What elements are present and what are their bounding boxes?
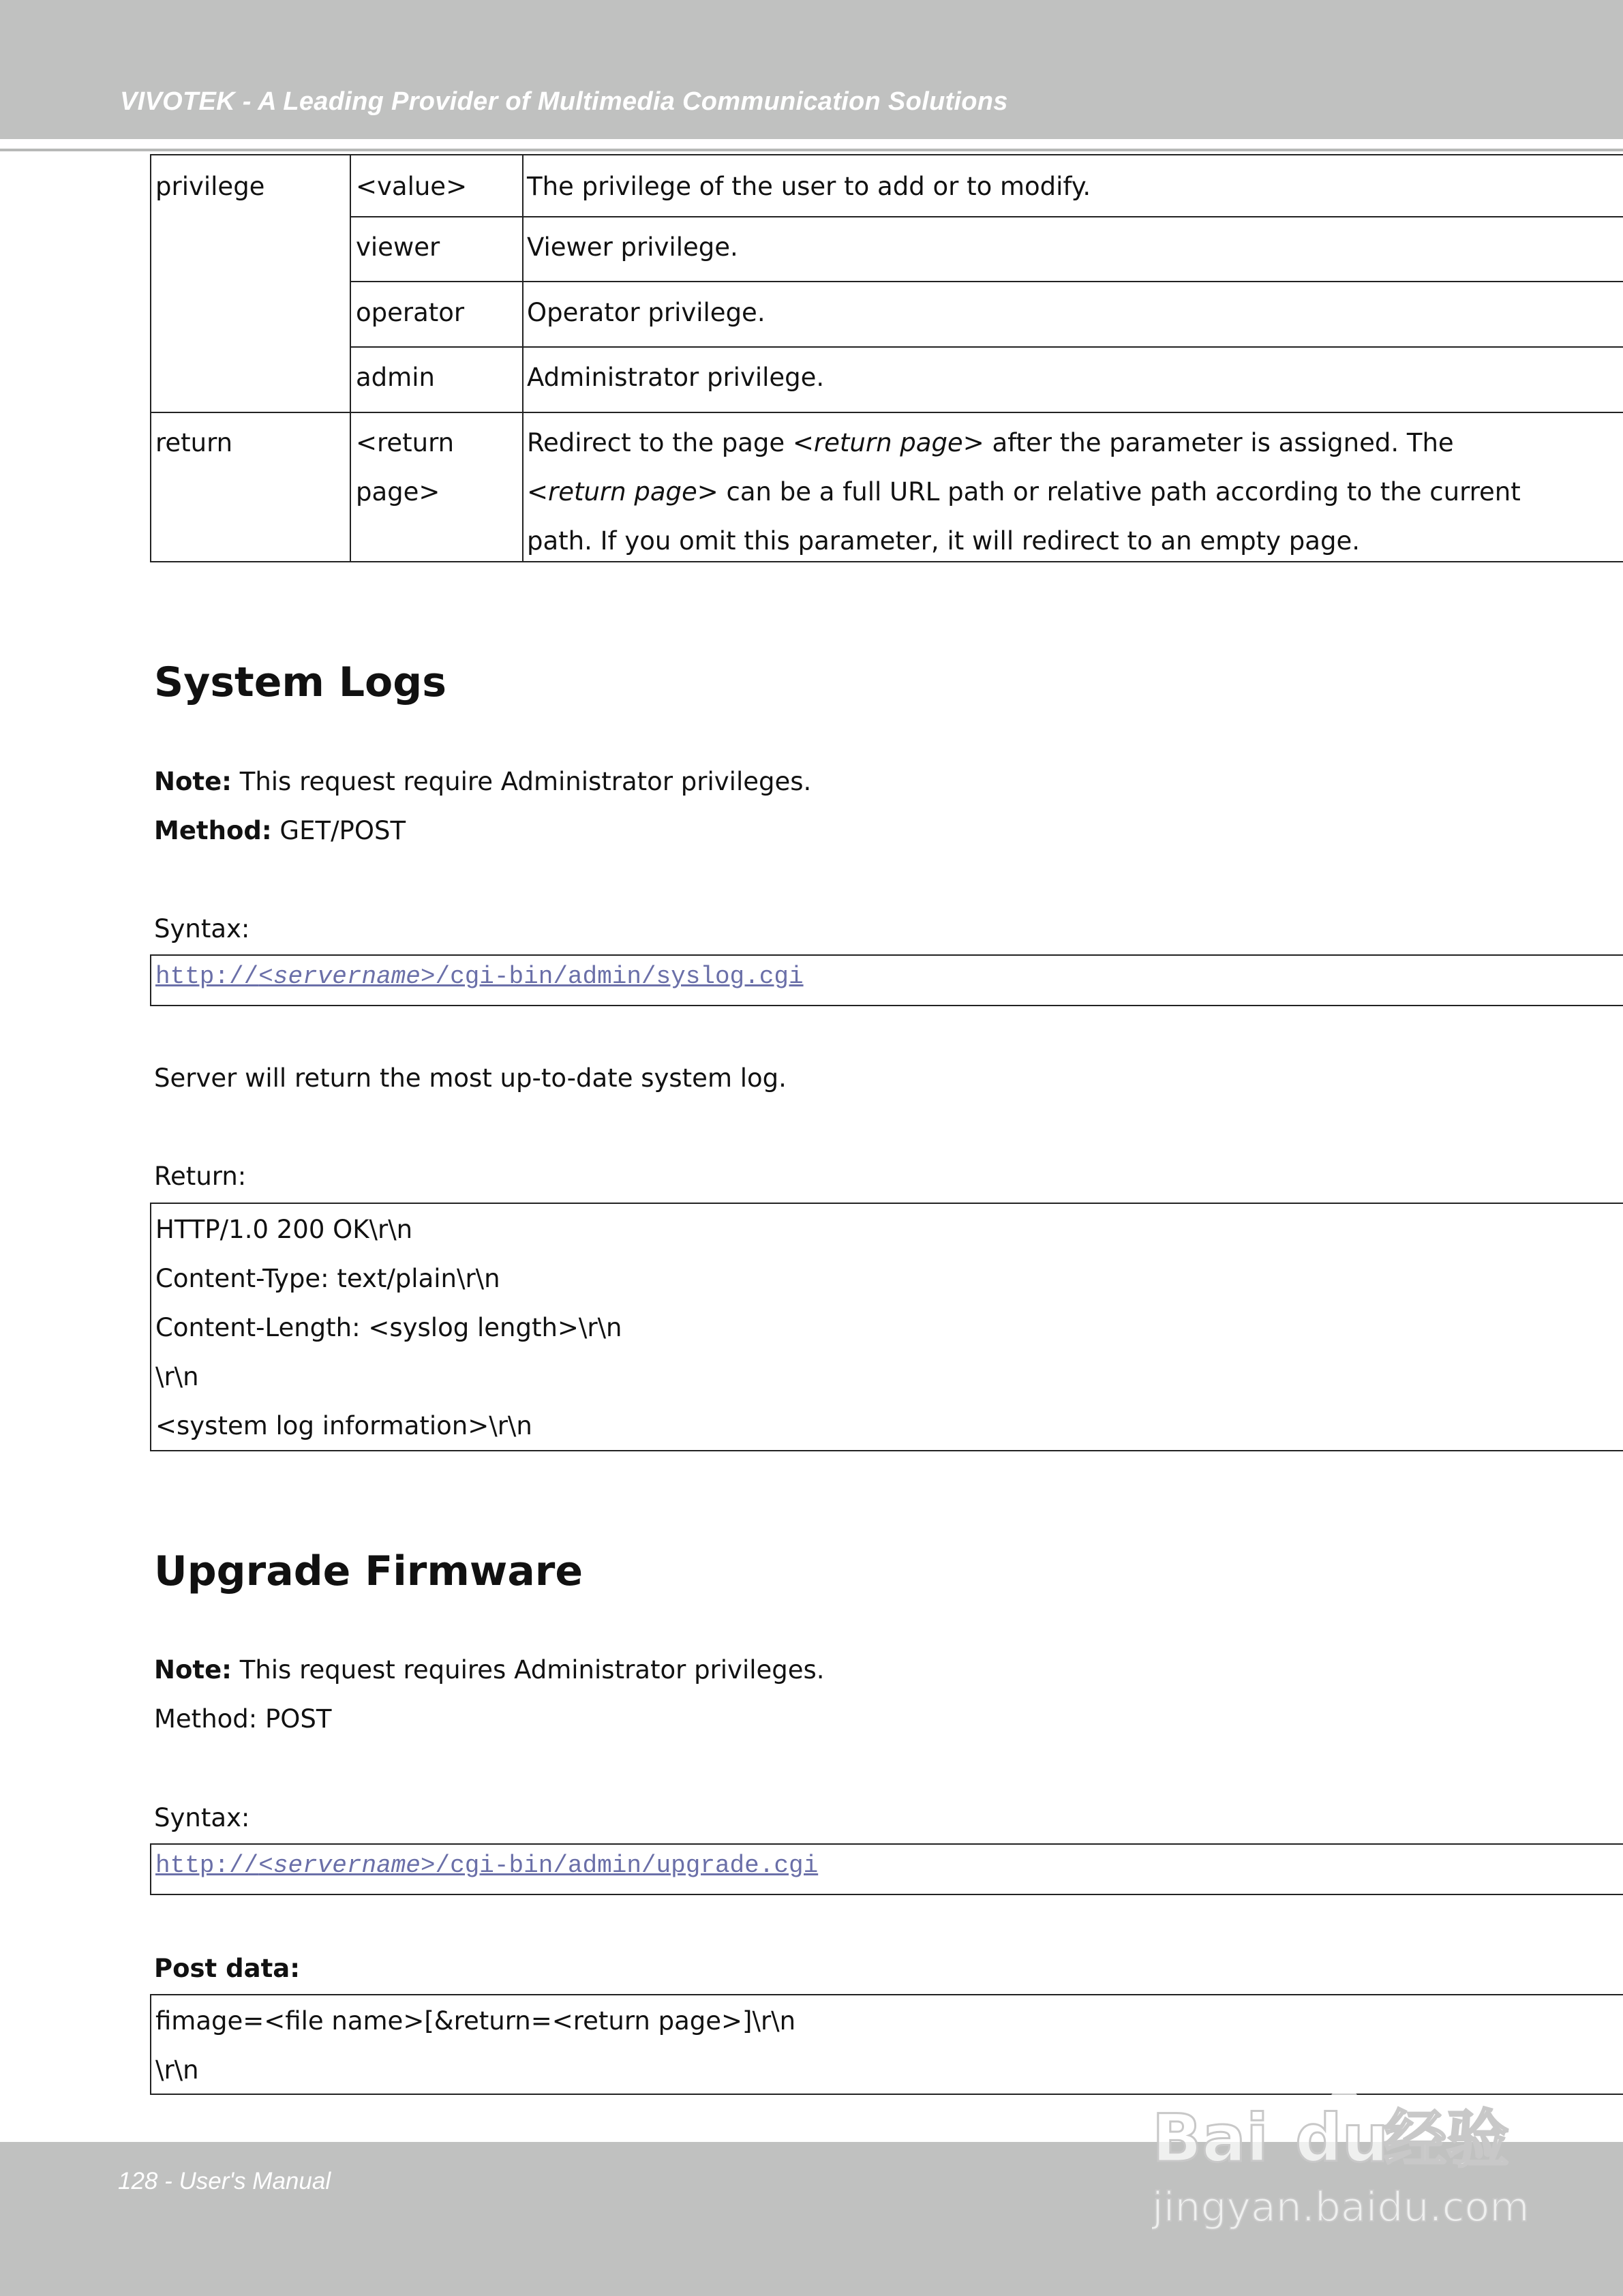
param-value: <return [356,428,455,457]
syntax-box [150,1843,1623,1895]
footer-page-number: 128 - User's Manual [118,2168,331,2194]
param-value: <value> [356,172,468,201]
param-description: path. If you omit this parameter, it will redirect to an empty page. [527,526,1360,556]
desc-text: can be a full URL path or relative path according to the current [718,477,1521,507]
code-line: Content-Length: <syslog length>\r\n [155,1313,622,1342]
code-line: <system log information>\r\n [155,1411,532,1440]
desc-text: after the parameter is assigned. The [984,428,1454,457]
header-title: VIVOTEK - A Leading Provider of Multimedia Communication Solutions [120,87,1008,116]
param-description [527,419,1454,468]
param-description: Operator privilege. [527,298,765,327]
code-line: HTTP/1.0 200 OK\r\n [155,1215,413,1244]
watermark-brand2: du [1295,2100,1389,2177]
url-servername: <servername> [258,1852,436,1879]
note-line [154,767,811,796]
url-prefix: http:// [155,1852,259,1879]
code-line: fimage=<file name>[&return=<return page>]\r\n [155,2006,796,2036]
watermark-cn: 经验 [1384,2103,1510,2176]
note-line [154,1655,825,1685]
url-prefix: http:// [155,963,259,991]
syslog-url-link[interactable] [155,963,804,991]
url-servername: <servername> [258,963,436,991]
header-divider [0,149,1623,151]
param-description: Administrator privilege. [527,363,825,392]
method-text: GET/POST [271,816,406,845]
note-label: Note: [154,1655,232,1685]
param-description: Viewer privilege. [527,232,738,262]
section-title-upgrade-firmware: Upgrade Firmware [154,1547,583,1595]
baidu-jingyan-watermark [1152,2045,1534,2236]
section-title-system-logs: System Logs [154,659,446,706]
param-value: viewer [356,232,440,262]
method-line: Method: POST [154,1704,332,1734]
upgrade-url-link[interactable] [155,1852,818,1879]
param-value: page> [356,477,440,507]
watermark-site: jingyan.baidu.com [1152,2184,1530,2231]
url-path: /cgi-bin/admin/upgrade.cgi [435,1852,819,1879]
parameter-table [150,154,1623,562]
note-label: Note: [154,767,232,796]
server-return-text: Server will return the most up-to-date system log. [154,1063,787,1093]
post-data-label: Post data: [154,1954,301,1983]
note-text: This request require Administrator privileges. [231,767,812,796]
param-description [527,468,1521,517]
param-name-privilege: privilege [155,172,265,201]
code-line: \r\n [155,1362,199,1391]
syntax-label: Syntax: [154,914,250,943]
desc-emphasis: <return page> [527,477,718,507]
param-name-return: return [155,428,233,457]
param-description: The privilege of the user to add or to modify. [527,172,1091,201]
code-line: \r\n [155,2055,199,2085]
syntax-label: Syntax: [154,1803,250,1832]
desc-text: Redirect to the page [527,428,793,457]
param-value: admin [356,363,435,392]
syntax-box [150,954,1623,1006]
method-label: Method: [154,816,272,845]
return-box [150,1203,1623,1451]
paw-pad-icon [1326,2061,1343,2083]
note-text: This request requires Administrator privileges. [231,1655,825,1685]
return-label: Return: [154,1162,247,1191]
method-line [154,816,406,845]
watermark-brand: Bai [1152,2100,1269,2177]
paw-pad-icon [1306,2070,1322,2091]
page-header [0,0,1623,139]
url-path: /cgi-bin/admin/syslog.cgi [435,963,804,991]
desc-emphasis: <return page> [792,428,984,457]
code-line: Content-Type: text/plain\r\n [155,1264,500,1293]
paw-pad-icon [1346,2070,1362,2091]
param-value: operator [356,298,465,327]
